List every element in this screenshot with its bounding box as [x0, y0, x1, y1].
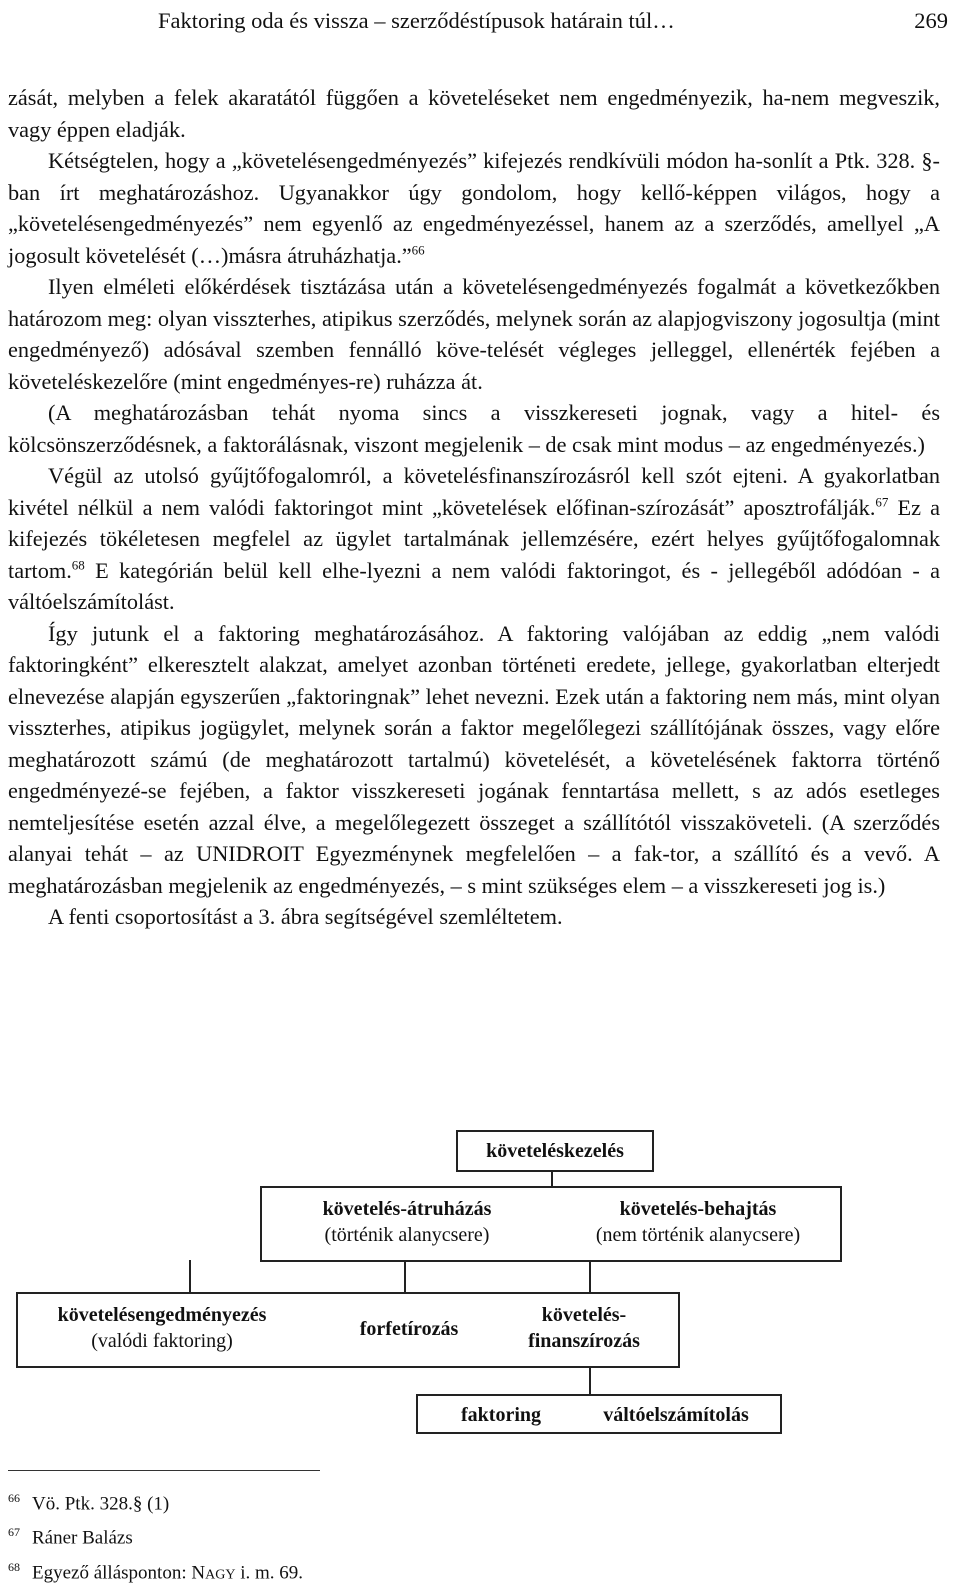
paragraph-text: Kétségtelen, hogy a „követelésengedményezés” kifejezés rendkívüli módon ha-sonlít a Ptk. 328. §-ban írt meghatározáshoz. Ugyanakkor úgy gondolom, hogy kellő-képpen világos, hogy a „követelésengedményezés” nem egyenlő az engedményezéssel, hanem az a szerződés, amellyel „A jogosult követelését (…)másra átruházhatja.” [8, 148, 940, 268]
footnote-number: 68 [8, 1559, 20, 1574]
label-receivable-collection: követelés-behajtás [619, 1198, 777, 1220]
classification-diagram [0, 1120, 960, 1450]
label-financing-line2: finanszírozás [528, 1330, 640, 1352]
box-receivables-management [456, 1130, 654, 1172]
running-header [158, 6, 948, 36]
footnote-68 [8, 1553, 303, 1589]
footnote-reference: 68 [71, 557, 85, 573]
running-title: Faktoring oda és vissza – szerződéstípusok határain túl… [158, 8, 675, 33]
paragraph-text: A fenti csoportosítást a 3. ábra segítségével szemléltetem. [48, 904, 563, 929]
paragraph [8, 82, 940, 145]
paragraph [8, 397, 940, 460]
box-transfer-and-collection [260, 1186, 842, 1262]
footnote-author-rest: AGY [205, 1566, 236, 1582]
footnote-67 [8, 1518, 303, 1552]
footnotes [8, 1484, 303, 1589]
label-factoring: faktoring [461, 1404, 541, 1426]
label-collection-sub: (nem történik alanycsere) [595, 1224, 801, 1246]
footnote-separator [8, 1470, 320, 1471]
paragraph-text: zását, melyben a felek akaratától függően a követeléseket nem engedményezik, ha-nem megveszik, vagy éppen eladják. [8, 85, 940, 142]
paragraph [8, 271, 940, 397]
box-assignment-financing [16, 1292, 680, 1368]
financing-cell [494, 1302, 674, 1354]
paragraph-text: (A meghatározásban tehát nyoma sincs a visszkereseti jognak, vagy a hitel- és kölcsönszerződésnek, a faktorálásnak, viszont megjelenik – de csak mint modus – az engedményezés.) [8, 400, 940, 457]
footnote-number: 67 [8, 1525, 20, 1540]
paragraph-text: Így jutunk el a faktoring meghatározásához. A faktoring valójában az eddig „nem valódi faktoringként” elkeresztelt alakzat, amelyet azonban történeti eredete, jellege, gyakorlatban elterjedt elnevezése alapján egyszerűen „faktoringnak” lehet nevezni. Ezek után a faktoring nem más, mint olyan visszterhes, atipikus jogügylet, melynek során a faktor megelőlegezi szállítójának összes, vagy előre meghatározott számú (de meghatározott tartalmú) követelését, a követelésének faktorra történő engedményezé-se fejében, a faktor visszkereseti jogának fenntartása mellett, s az adós esetleges nemteljesítése esetén azzal élve, a megelőlegezett összeget a szállítótól visszaköveteli. (A szerződés alanyai tehát – az UNIDROIT Egyezménynek megfelelően – a fak-tor, a szállító és a vevő. A meghatározásban megjelenik az engedményezés, – s mint szükséges elem – a visszkereseti jog is.) [8, 620, 940, 898]
footnote-text-post: i. m. 69. [235, 1561, 303, 1583]
label-bill-discounting: váltóelszámítolás [603, 1404, 749, 1426]
paragraph-text: Ilyen elméleti előkérdések tisztázása után a követelésengedményezés fogalmát a következőkben határozom meg: olyan visszterhes, atipikus szerződés, melynek során az alapjogviszony jogosultja (mint engedményező) adósával szemben fennálló köve-telését végleges jelleggel, ellenérték fejében a követeléskezelőre (mint engedményes-re) ruházza át. [8, 274, 940, 394]
footnote-number: 66 [8, 1491, 20, 1505]
footnote-author-first: N [191, 1561, 206, 1583]
body-text [8, 82, 940, 933]
collection-cell [562, 1196, 834, 1248]
assignment-cell [22, 1302, 302, 1354]
paragraph-text: E kategórián belül kell elhe-lyezni a nem valódi faktoringot, és - jellegéből adódóan - a váltóelszámítolást. [8, 557, 940, 614]
label-transfer-sub: (történik alanycsere) [324, 1224, 490, 1246]
label-receivable-transfer: követelés-átruházás [322, 1198, 492, 1220]
footnote-text: Vö. Ptk. 328.§ (1) [32, 1493, 170, 1515]
transfer-cell [272, 1196, 542, 1248]
label-receivables-management: követeléskezelés [486, 1140, 624, 1162]
footnote-66 [8, 1484, 303, 1518]
paragraph [8, 460, 940, 618]
footnote-reference: 66 [411, 242, 425, 258]
paragraph [8, 145, 940, 271]
paragraph-text: Végül az utolsó gyűjtőfogalomról, a követelésfinanszírozásról kell szót ejteni. A gyakorlatban kivétel nélkül a nem valódi faktoringot mint „követelések előfinan-szírozását” aposztrofálják. [8, 463, 940, 520]
footnote-text: Ráner Balázs [32, 1527, 133, 1549]
label-financing-line1: követelés- [541, 1304, 627, 1326]
paragraph-text: Ez a kifejezés tökéletesen megfelel az ügylet tartalmának jellemzésére, ezért helyes gyűjtőfogalomnak tartom. [8, 494, 940, 583]
paragraph [8, 618, 940, 902]
footnote-reference: 67 [875, 494, 889, 510]
label-assignment-sub: (valódi faktoring) [91, 1330, 233, 1352]
footnote-text-pre: Egyező állásponton: [32, 1561, 192, 1583]
label-forfaiting: forfetírozás [359, 1318, 459, 1340]
label-receivable-assignment: követelésengedményezés [57, 1304, 267, 1326]
page-number: 269 [914, 8, 948, 33]
paragraph [8, 901, 940, 933]
box-factoring-discount [416, 1394, 782, 1434]
